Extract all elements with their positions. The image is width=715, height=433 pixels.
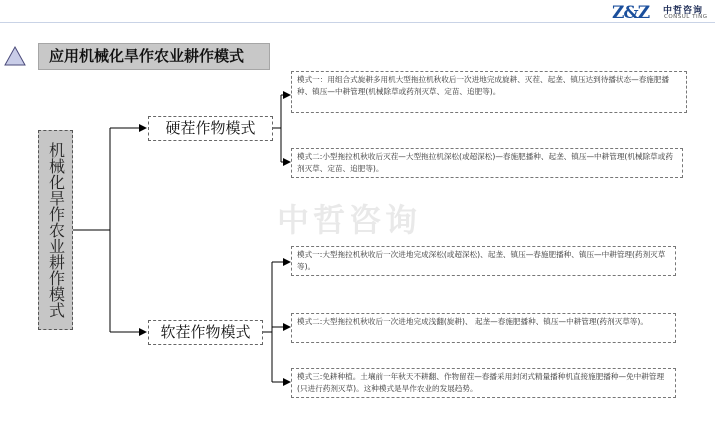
watermark: 中哲咨询: [277, 201, 422, 239]
logo-english-name: CONSUL TING: [664, 14, 708, 20]
branch-node-label: 软茬作物模式: [160, 323, 251, 341]
mode-box-hard-1: [291, 71, 687, 113]
page-title: 应用机械化旱作农业耕作模式: [38, 43, 270, 70]
mode-box-soft-1: [291, 246, 676, 276]
logo-mark: Z&Z: [612, 3, 650, 23]
mode-box-soft-3: [291, 368, 676, 398]
mode-text: 模式二:大型拖拉机秋收后一次进地完成浅翻(旋耕)、 起垄—春施肥播种、镇压—中耕管理(药剂灭草等)。: [297, 317, 648, 326]
mode-text: 模式二:小型拖拉机秋收后灭茬—大型拖拉机深松(或超深松)—春施肥播种、起垄、镇压—中耕管理(机械除草或药剂灭草、定苗、追肥等)。: [297, 152, 673, 173]
mode-text: 模式三:免耕种植。土壤前一年秋天不耕翻、作物留茬—春播采用封闭式精量播种机直接施肥播种—免中耕管理(只进行药剂灭草)。这种模式是旱作农业的发展趋势。: [297, 372, 665, 393]
branch-node-label: 硬茬作物模式: [165, 119, 256, 137]
root-node-label: 机械化旱作农业耕作模式: [46, 142, 66, 318]
branch-node-hard-stubble: [148, 116, 273, 141]
root-node: [38, 130, 73, 330]
branch-connector-soft: [263, 262, 290, 382]
logo-chinese-name: 中哲咨询: [663, 6, 704, 16]
root-connector: [73, 128, 146, 332]
mode-text: 模式一:大型拖拉机秋收后一次进地完成深松(或超深松)、起垄、镇压—春施肥播种、镇压—中耕管理(药剂灭草等)。: [297, 250, 666, 271]
mode-box-soft-2: [291, 313, 676, 343]
mode-box-hard-2: [291, 148, 683, 178]
mode-text: 模式一：用组合式旋耕多用机大型拖拉机秋收后一次进地完成旋耕、灭茬、起垄、镇压达到待播状态—春施肥播种、镇压—中耕管理(机械除草或药剂灭草、定苗、追肥等)。: [297, 75, 670, 96]
branch-node-soft-stubble: [148, 320, 263, 345]
branch-connector-hard: [273, 95, 290, 162]
